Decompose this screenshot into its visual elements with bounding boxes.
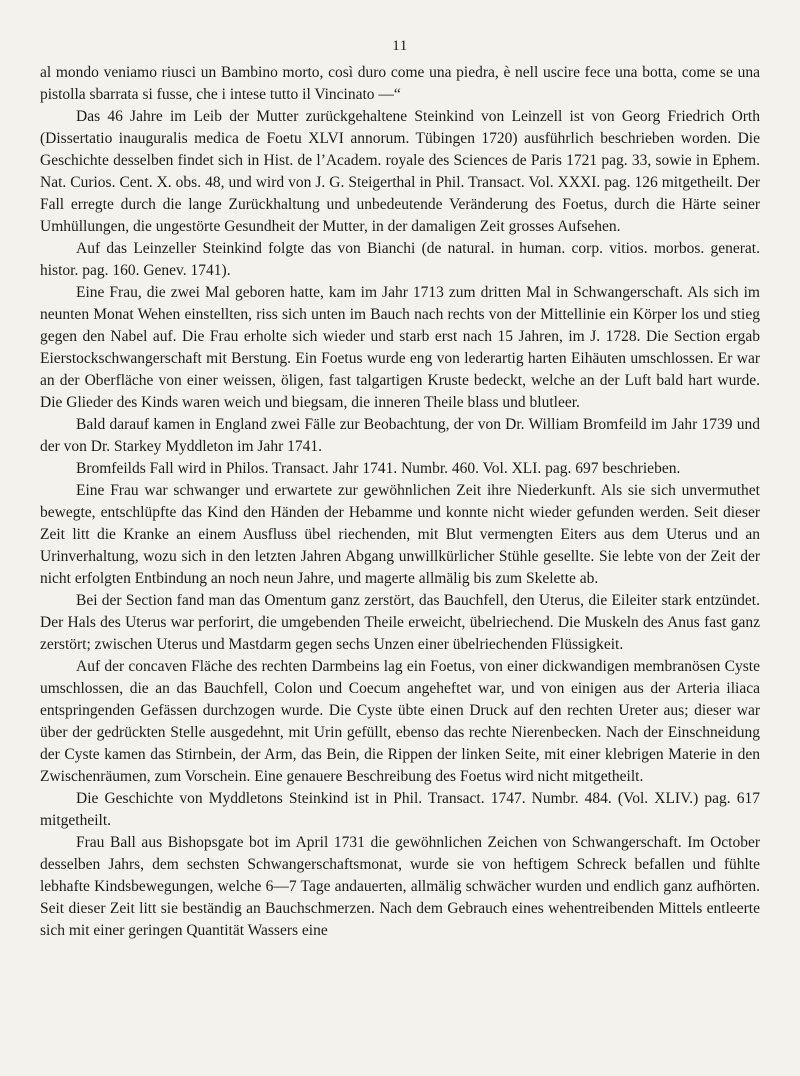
paragraph-10: Die Geschichte von Myddletons Steinkind ist in Phil. Transact. 1747. Numbr. 484. (Vol. XLIV.) pag. 617 mitgetheilt.	[40, 790, 760, 829]
paragraph-2: Das 46 Jahre im Leib der Mutter zurückgehaltene Steinkind von Leinzell ist von Georg Friedrich Orth (Dissertatio inauguralis medica de Foetu XLVI annorum. Tübingen 1720) ausführlich beschrieben worden. Die Geschichte desselben findet sich in Hist. de l’Academ. royale des Sciences de Paris 1721 pag. 33, sowie in Ephem. Nat. Curios. Cent. X. obs. 48, und wird von J. G. Steigerthal in Phil. Transact. Vol. XXXI. pag. 126 mitgetheilt. Der Fall erregte durch die lange Zurückhaltung und unbedeutende Veränderung des Foetus, durch die Härte seiner Umhüllungen, die ungestörte Gesundheit der Mutter, in der damaligen Zeit grosses Aufsehen.	[40, 108, 760, 235]
paragraph-4: Eine Frau, die zwei Mal geboren hatte, kam im Jahr 1713 zum dritten Mal in Schwangerschaft. Als sich im neunten Monat Wehen einstellten, riss sich unten im Bauch nach rechts von der Mittellinie ein Körper los und stieg gegen den Nabel auf. Die Frau erholte sich wieder und starb erst nach 15 Jahren, im J. 1728. Die Section ergab Eierstockschwangerschaft mit Berstung. Ein Foetus wurde eng von lederartig harten Eihäuten umschlossen. Er war an der Oberfläche von einer weissen, öligen, fast talgartigen Kruste bedeckt, welche an der Luft bald hart wurde. Die Glieder des Kinds waren weich und biegsam, die inneren Theile blass und blutleer.	[40, 284, 760, 411]
paragraph-11: Frau Ball aus Bishopsgate bot im April 1731 die gewöhnlichen Zeichen von Schwangerschaft. Im October desselben Jahrs, dem sechsten Schwangerschaftsmonat, wurde sie von heftigem Schreck befallen und fühlte lebhafte Kindsbewegungen, welche 6—7 Tage andauerten, allmälig schwächer wurden und endlich ganz aufhörten. Seit dieser Zeit litt sie beständig an Bauchschmerzen. Nach dem Gebrauch eines wehentreibenden Mittels entleerte sich mit einer geringen Quantität Wassers eine	[40, 834, 760, 939]
paragraph-5: Bald darauf kamen in England zwei Fälle zur Beobachtung, der von Dr. William Bromfeild im Jahr 1739 und der von Dr. Starkey Myddleton im Jahr 1741.	[40, 416, 760, 455]
paragraph-3: Auf das Leinzeller Steinkind folgte das von Bianchi (de natural. in human. corp. vitios. morbos. generat. histor. pag. 160. Genev. 1741).	[40, 240, 760, 279]
paragraph-9: Auf der concaven Fläche des rechten Darmbeins lag ein Foetus, von einer dickwandigen membranösen Cyste umschlossen, die an das Bauchfell, Colon und Coecum angeheftet war, und von einigen aus der Arteria iliaca entspringenden Gefässen durchzogen wurde. Die Cyste übte einen Druck auf den rechten Ureter aus; dieser war über der gedrückten Stelle ausgedehnt, mit Urin gefüllt, ebenso das rechte Nierenbecken. Nach der Einschneidung der Cyste kamen das Stirnbein, der Arm, das Bein, die Rippen der linken Seite, mit einer klebrigen Materie in den Zwischenräumen, zum Vorschein. Eine genauere Beschreibung des Foetus wird nicht mitgetheilt.	[40, 658, 760, 785]
page-number: 11	[392, 38, 408, 54]
paragraph-7: Eine Frau war schwanger und erwartete zur gewöhnlichen Zeit ihre Niederkunft. Als sie sich unvermuthet bewegte, entschlüpfte das Kind den Händen der Hebamme und konnte nicht wieder gefunden werden. Seit dieser Zeit litt die Kranke an einem Ausfluss übel riechenden, mit Blut vermengten Eiters aus dem Uterus und an Urinverhaltung, wozu sich in den letzten Jahren Abgang unwillkürlicher Stühle gesellte. Sie lebte von der Zeit der nicht erfolgten Entbindung an noch neun Jahre, und magerte allmälig bis zum Skelette ab.	[40, 482, 760, 587]
paragraph-8: Bei der Section fand man das Omentum ganz zerstört, das Bauchfell, den Uterus, die Eileiter stark entzündet. Der Hals des Uterus war perforirt, die umgebenden Theile erweicht, übelriechend. Die Muskeln des Anus fast ganz zerstört; zwischen Uterus und Mastdarm gegen sechs Unzen einer übelriechenden Flüssigkeit.	[40, 592, 760, 653]
body-text	[40, 62, 760, 942]
paragraph-1: al mondo veniamo riusci un Bambino morto, così duro come una piedra, è nell uscire fece una botta, come se una pistolla sbarrata si fusse, che i intese tutto il Vincinato —“	[40, 64, 760, 103]
paragraph-6: Bromfeilds Fall wird in Philos. Transact. Jahr 1741. Numbr. 460. Vol. XLI. pag. 697 beschrieben.	[76, 460, 681, 477]
